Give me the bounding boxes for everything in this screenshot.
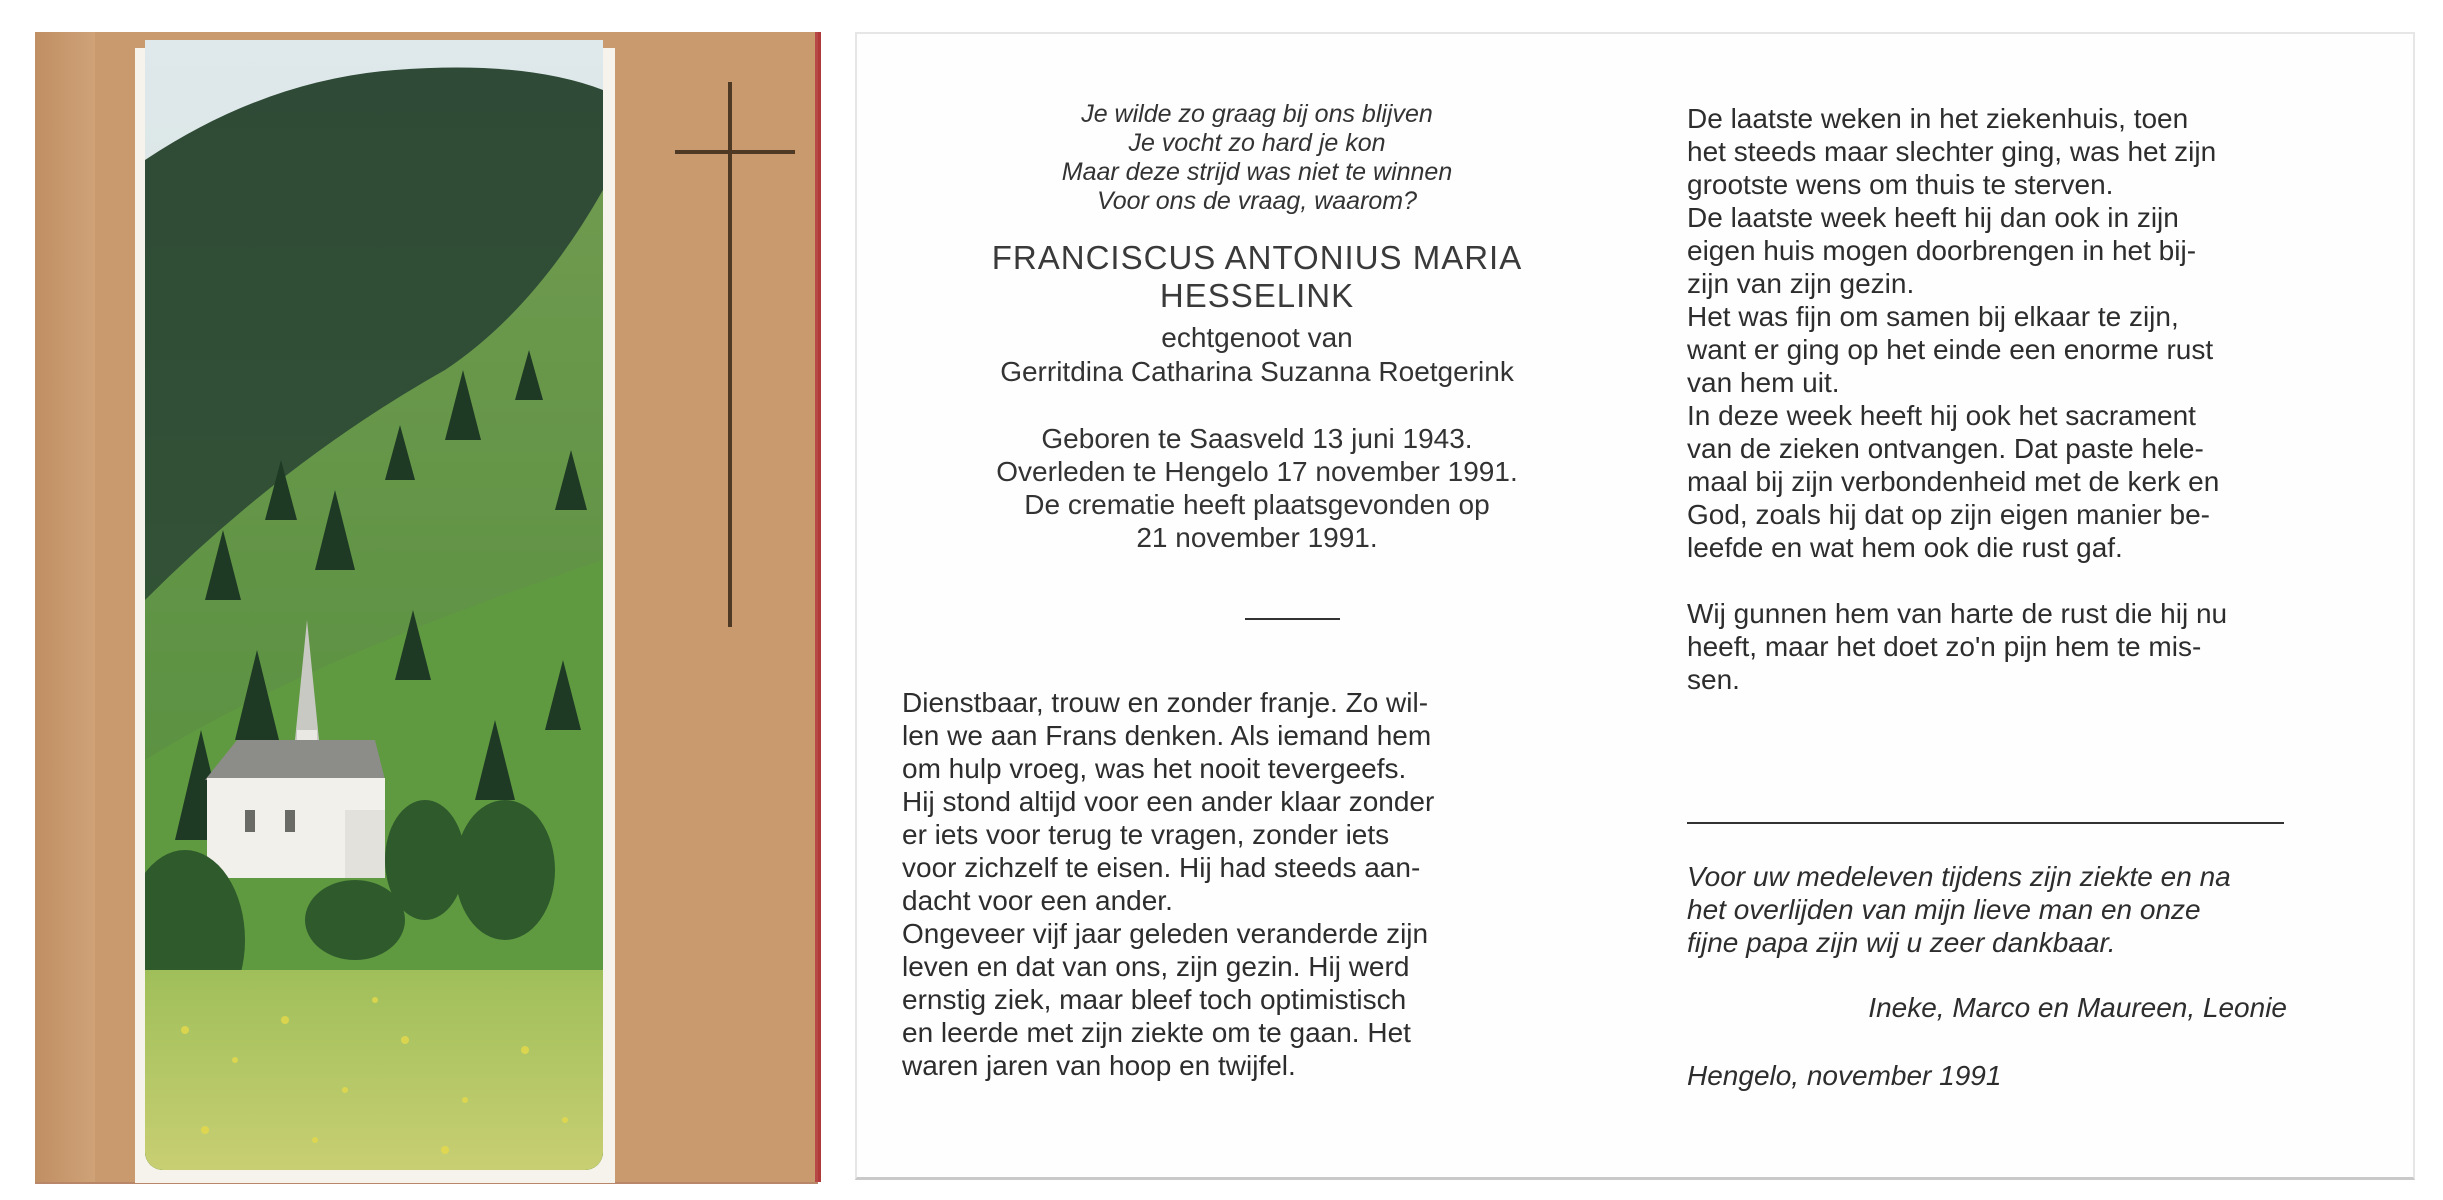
- deceased-name-line2: HESSELINK: [1159, 277, 1355, 314]
- tribute-text: [902, 686, 1507, 1082]
- left-panel: [902, 34, 1612, 1177]
- date-line: Geboren te Saasveld 13 juni 1943.: [1041, 423, 1473, 454]
- last-weeks-text: [1687, 102, 2292, 696]
- spouse-name: Gerritdina Catharina Suzanna Roetgerink: [1000, 356, 1514, 387]
- tribute-line: dacht voor een ander.: [902, 885, 1173, 916]
- tribute-line: voor zichzelf te eisen. Hij had steeds aan-: [902, 852, 1421, 883]
- tribute-line: en leerde met zijn ziekte om te gaan. Het: [902, 1017, 1411, 1048]
- text-line: sen.: [1687, 664, 1740, 695]
- date-line: Overleden te Hengelo 17 november 1991.: [996, 456, 1518, 487]
- family-signature: Ineke, Marco en Maureen, Leonie: [1868, 992, 2287, 1023]
- text-line: zijn van zijn gezin.: [1687, 268, 1915, 299]
- tribute-line: om hulp vroeg, was het nooit tevergeefs.: [902, 753, 1407, 784]
- poem: [902, 100, 1612, 216]
- thanks-line: Voor uw medeleven tijdens zijn ziekte en na: [1687, 861, 2231, 892]
- memorial-card-front: [35, 32, 818, 1182]
- spouse-label: echtgenoot van: [1161, 322, 1353, 353]
- text-line: leefde en wat hem ook die rust gaf.: [1687, 532, 2123, 563]
- poem-line: Je wilde zo graag bij ons blijven: [1081, 100, 1433, 128]
- text-line: In deze week heeft hij ook het sacrament: [1687, 400, 2196, 431]
- tribute-line: Ongeveer vijf jaar geleden veranderde zijn: [902, 918, 1429, 949]
- text-line: De laatste week heeft hij dan ook in zijn: [1687, 202, 2179, 233]
- text-line: De laatste weken in het ziekenhuis, toen: [1687, 103, 2189, 134]
- birth-death-dates: [902, 422, 1612, 554]
- text-line: het steeds maar slechter ging, was het zijn: [1687, 136, 2217, 167]
- cross-horizontal-bar: [675, 150, 795, 154]
- tribute-line: Hij stond altijd voor een ander klaar zonder: [902, 786, 1435, 817]
- tribute-line: ernstig ziek, maar bleef toch optimistisch: [902, 984, 1407, 1015]
- tribute-line: Dienstbaar, trouw en zonder franje. Zo wil-: [902, 687, 1429, 718]
- thanks-line: het overlijden van mijn lieve man en onze: [1687, 894, 2201, 925]
- deceased-name: [902, 239, 1612, 315]
- landscape-photo: [145, 40, 603, 1170]
- date-line: De crematie heeft plaatsgevonden op: [1024, 489, 1490, 520]
- text-line: van hem uit.: [1687, 367, 1840, 398]
- date-line: 21 november 1991.: [1136, 522, 1378, 553]
- thanks-text: [1687, 860, 2292, 959]
- thanks-line: fijne papa zijn wij u zeer dankbaar.: [1687, 927, 2116, 958]
- text-line: eigen huis mogen doorbrengen in het bij-: [1687, 235, 2197, 266]
- text-line: God, zoals hij dat op zijn eigen manier be-: [1687, 499, 2210, 530]
- cross-vertical-bar: [728, 82, 732, 627]
- right-panel: [1687, 34, 2387, 1177]
- tribute-line: len we aan Frans denken. Als iemand hem: [902, 720, 1432, 751]
- text-line: Wij gunnen hem van harte de rust die hij nu: [1687, 598, 2228, 629]
- place-date: Hengelo, november 1991: [1687, 1060, 2002, 1091]
- tribute-line: er iets voor terug te vragen, zonder iets: [902, 819, 1390, 850]
- memorial-card-inside: [855, 32, 2415, 1180]
- deceased-name-line1: FRANCISCUS ANTONIUS MARIA: [991, 239, 1523, 276]
- text-line: van de zieken ontvangen. Dat paste hele-: [1687, 433, 2204, 464]
- poem-line: Maar deze strijd was niet te winnen: [1061, 158, 1453, 186]
- poem-line: Voor ons de vraag, waarom?: [1096, 187, 1418, 215]
- text-line: heeft, maar het doet zo'n pijn hem te mis-: [1687, 631, 2202, 662]
- tribute-line: waren jaren van hoop en twijfel.: [902, 1050, 1296, 1081]
- text-line: grootste wens om thuis te sterven.: [1687, 169, 2114, 200]
- text-line: want er ging op het einde een enorme rust: [1687, 334, 2214, 365]
- divider: [1245, 618, 1340, 620]
- poem-line: Je vocht zo hard je kon: [1128, 129, 1386, 157]
- tribute-line: leven en dat van ons, zijn gezin. Hij werd: [902, 951, 1410, 982]
- chapel-landscape-illustration: [145, 40, 603, 1170]
- divider: [1687, 822, 2284, 824]
- text-line: Het was fijn om samen bij elkaar te zijn,: [1687, 301, 2179, 332]
- text-line: maal bij zijn verbondenheid met de kerk en: [1687, 466, 2220, 497]
